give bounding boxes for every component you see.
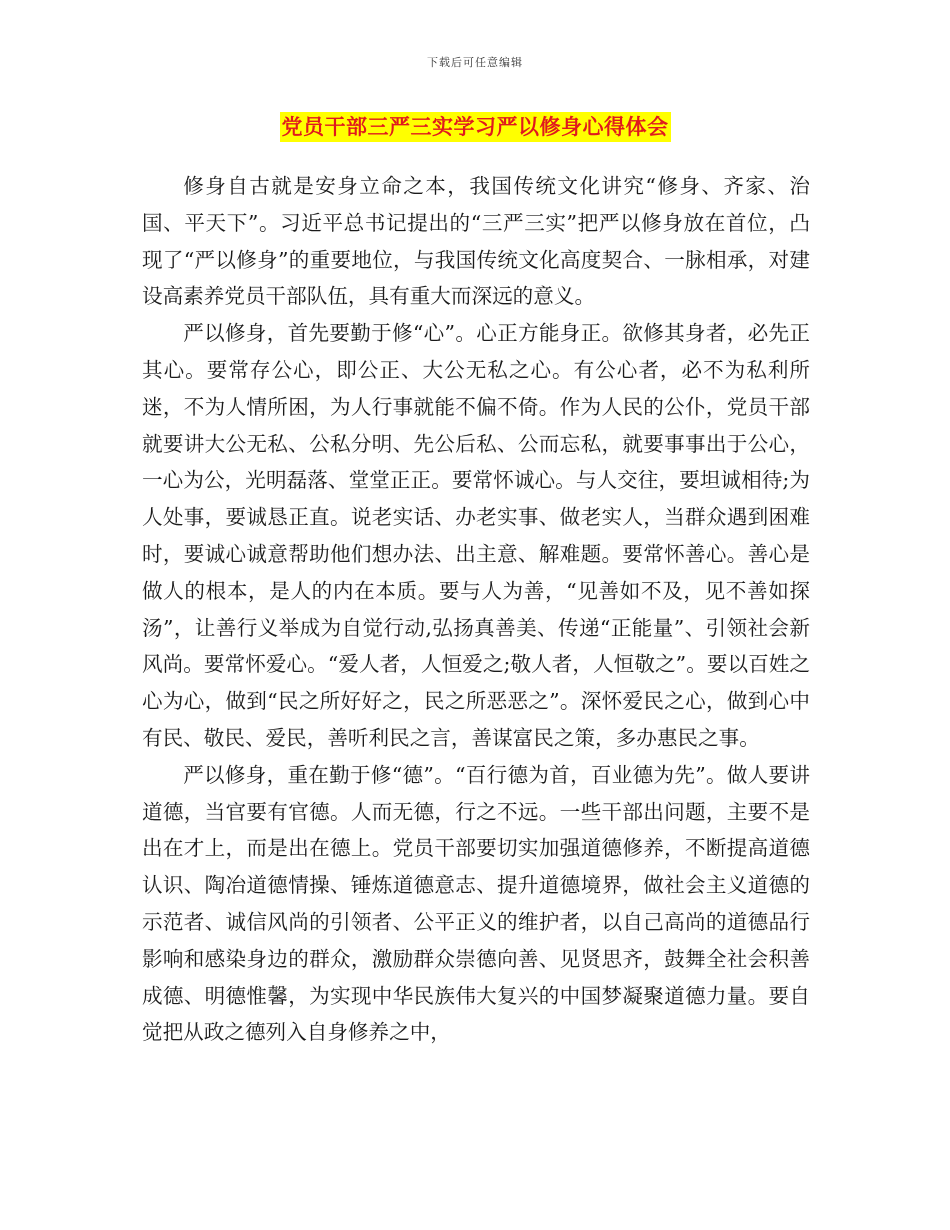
title-container <box>0 112 950 142</box>
page-header-note: 下载后可任意编辑 <box>427 56 523 69</box>
paragraph-1: 修身自古就是安身立命之本，我国传统文化讲究“修身、齐家、治国、平天下”。习近平总书记提出的“三严三实”把严以修身放在首位，凸现了“严以修身”的重要地位，与我国传统文化高度契合、一脉相承，对建设高素养党员干部队伍，具有重大而深远的意义。 <box>142 174 810 309</box>
document-title: 党员干部三严三实学习严以修身心得体会 <box>280 112 671 142</box>
paragraph-2: 严以修身，首先要勤于修“心”。心正方能身正。欲修其身者，必先正其心。要常存公心，即公正、大公无私之心。有公心者，必不为私利所迷，不为人情所困，为人行事就能不偏不倚。作为人民的公仆，党员干部就要讲大公无私、公私分明、先公后私、公而忘私，就要事事出于公心，一心为公，光明磊落、堂堂正正。要常怀诚心。与人交往，要坦诚相待;为人处事，要诚恳正直。说老实话、办老实事、做老实人，当群众遇到困难时，要诚心诚意帮助他们想办法、出主意、解难题。要常怀善心。善心是做人的根本，是人的内在本质。要与人为善，“见善如不及，见不善如探汤”，让善行义举成为自觉行动,弘扬真善美、传递“正能量”、引领社会新风尚。要常怀爱心。“爱人者，人恒爱之;敬人者，人恒敬之”。要以百姓之心为心，做到“民之所好好之，民之所恶恶之”。深怀爱民之心，做到心中有民、敬民、爱民，善听利民之言，善谋富民之策，多办惠民之事。 <box>142 321 810 750</box>
document-body <box>142 168 810 1051</box>
paragraph-3: 严以修身，重在勤于修“德”。“百行德为首，百业德为先”。做人要讲道德，当官要有官德。人而无德，行之不远。一些干部出问题，主要不是出在才上，而是出在德上。党员干部要切实加强道德修养，不断提高道德认识、陶冶道德情操、锤炼道德意志、提升道德境界，做社会主义道德的示范者、诚信风尚的引领者、公平正义的维护者，以自己高尚的道德品行影响和感染身边的群众，激励群众崇德向善、见贤思齐，鼓舞全社会积善成德、明德惟馨，为实现中华民族伟大复兴的中国梦凝聚道德力量。要自觉把从政之德列入自身修养之中， <box>142 762 810 1045</box>
